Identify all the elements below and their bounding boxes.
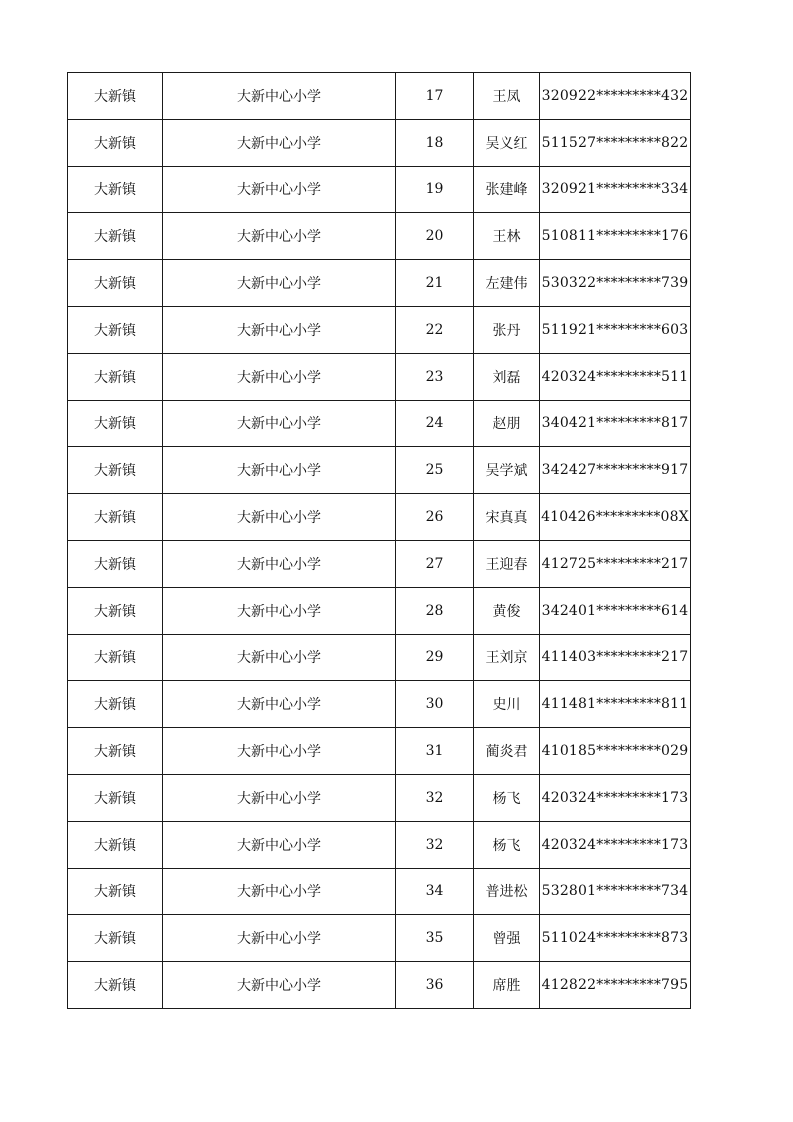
name-cell: 王凤 <box>474 73 540 120</box>
id-number-cell: 532801*********734 <box>540 868 691 915</box>
table-row <box>68 213 691 260</box>
name-cell: 普进松 <box>474 868 540 915</box>
id-number-cell: 340421*********817 <box>540 400 691 447</box>
number-cell: 28 <box>396 587 474 634</box>
id-number-cell: 510811*********176 <box>540 213 691 260</box>
number-cell: 17 <box>396 73 474 120</box>
town-cell: 大新镇 <box>68 868 163 915</box>
id-number-cell: 412822*********795 <box>540 962 691 1009</box>
name-cell: 黄俊 <box>474 587 540 634</box>
id-number-cell: 411403*********217 <box>540 634 691 681</box>
school-cell: 大新中心小学 <box>163 681 396 728</box>
town-cell: 大新镇 <box>68 915 163 962</box>
table-row <box>68 306 691 353</box>
town-cell: 大新镇 <box>68 306 163 353</box>
table-row <box>68 447 691 494</box>
school-cell: 大新中心小学 <box>163 213 396 260</box>
table-row <box>68 634 691 681</box>
number-cell: 27 <box>396 540 474 587</box>
number-cell: 34 <box>396 868 474 915</box>
table-row <box>68 400 691 447</box>
table-row <box>68 119 691 166</box>
name-cell: 左建伟 <box>474 260 540 307</box>
school-cell: 大新中心小学 <box>163 915 396 962</box>
table-row <box>68 728 691 775</box>
id-number-cell: 530322*********739 <box>540 260 691 307</box>
town-cell: 大新镇 <box>68 73 163 120</box>
id-number-cell: 511024*********873 <box>540 915 691 962</box>
table-row <box>68 540 691 587</box>
id-number-cell: 320922*********432 <box>540 73 691 120</box>
table-row <box>68 353 691 400</box>
number-cell: 25 <box>396 447 474 494</box>
school-cell: 大新中心小学 <box>163 587 396 634</box>
table-row <box>68 681 691 728</box>
number-cell: 23 <box>396 353 474 400</box>
name-cell: 吴义红 <box>474 119 540 166</box>
town-cell: 大新镇 <box>68 821 163 868</box>
table-row <box>68 774 691 821</box>
table-row <box>68 166 691 213</box>
town-cell: 大新镇 <box>68 587 163 634</box>
name-cell: 吴学斌 <box>474 447 540 494</box>
id-number-cell: 320921*********334 <box>540 166 691 213</box>
number-cell: 32 <box>396 821 474 868</box>
roster-table <box>67 72 691 1009</box>
number-cell: 32 <box>396 774 474 821</box>
id-number-cell: 410426*********08X <box>540 494 691 541</box>
school-cell: 大新中心小学 <box>163 868 396 915</box>
id-number-cell: 420324*********511 <box>540 353 691 400</box>
town-cell: 大新镇 <box>68 400 163 447</box>
town-cell: 大新镇 <box>68 260 163 307</box>
school-cell: 大新中心小学 <box>163 494 396 541</box>
id-number-cell: 411481*********811 <box>540 681 691 728</box>
number-cell: 21 <box>396 260 474 307</box>
number-cell: 24 <box>396 400 474 447</box>
name-cell: 王刘京 <box>474 634 540 681</box>
town-cell: 大新镇 <box>68 119 163 166</box>
school-cell: 大新中心小学 <box>163 73 396 120</box>
number-cell: 18 <box>396 119 474 166</box>
school-cell: 大新中心小学 <box>163 353 396 400</box>
id-number-cell: 511527*********822 <box>540 119 691 166</box>
town-cell: 大新镇 <box>68 494 163 541</box>
name-cell: 蔺炎君 <box>474 728 540 775</box>
town-cell: 大新镇 <box>68 166 163 213</box>
number-cell: 31 <box>396 728 474 775</box>
id-number-cell: 412725*********217 <box>540 540 691 587</box>
table-row <box>68 915 691 962</box>
school-cell: 大新中心小学 <box>163 540 396 587</box>
town-cell: 大新镇 <box>68 353 163 400</box>
number-cell: 20 <box>396 213 474 260</box>
name-cell: 王林 <box>474 213 540 260</box>
school-cell: 大新中心小学 <box>163 119 396 166</box>
town-cell: 大新镇 <box>68 774 163 821</box>
town-cell: 大新镇 <box>68 962 163 1009</box>
school-cell: 大新中心小学 <box>163 962 396 1009</box>
name-cell: 席胜 <box>474 962 540 1009</box>
name-cell: 赵朋 <box>474 400 540 447</box>
number-cell: 35 <box>396 915 474 962</box>
name-cell: 王迎春 <box>474 540 540 587</box>
table-row <box>68 494 691 541</box>
number-cell: 26 <box>396 494 474 541</box>
school-cell: 大新中心小学 <box>163 306 396 353</box>
school-cell: 大新中心小学 <box>163 447 396 494</box>
name-cell: 张建峰 <box>474 166 540 213</box>
school-cell: 大新中心小学 <box>163 260 396 307</box>
name-cell: 曾强 <box>474 915 540 962</box>
table-row <box>68 868 691 915</box>
school-cell: 大新中心小学 <box>163 400 396 447</box>
name-cell: 杨飞 <box>474 821 540 868</box>
town-cell: 大新镇 <box>68 634 163 681</box>
id-number-cell: 420324*********173 <box>540 821 691 868</box>
school-cell: 大新中心小学 <box>163 774 396 821</box>
school-cell: 大新中心小学 <box>163 634 396 681</box>
id-number-cell: 342427*********917 <box>540 447 691 494</box>
number-cell: 22 <box>396 306 474 353</box>
id-number-cell: 410185*********029 <box>540 728 691 775</box>
name-cell: 史川 <box>474 681 540 728</box>
id-number-cell: 511921*********603 <box>540 306 691 353</box>
name-cell: 宋真真 <box>474 494 540 541</box>
id-number-cell: 342401*********614 <box>540 587 691 634</box>
name-cell: 张丹 <box>474 306 540 353</box>
school-cell: 大新中心小学 <box>163 821 396 868</box>
name-cell: 刘磊 <box>474 353 540 400</box>
table-row <box>68 260 691 307</box>
school-cell: 大新中心小学 <box>163 166 396 213</box>
table-row <box>68 821 691 868</box>
table-row <box>68 73 691 120</box>
school-cell: 大新中心小学 <box>163 728 396 775</box>
roster-table-body <box>68 73 691 1009</box>
number-cell: 36 <box>396 962 474 1009</box>
table-row <box>68 962 691 1009</box>
name-cell: 杨飞 <box>474 774 540 821</box>
town-cell: 大新镇 <box>68 447 163 494</box>
number-cell: 30 <box>396 681 474 728</box>
town-cell: 大新镇 <box>68 681 163 728</box>
id-number-cell: 420324*********173 <box>540 774 691 821</box>
town-cell: 大新镇 <box>68 540 163 587</box>
number-cell: 29 <box>396 634 474 681</box>
number-cell: 19 <box>396 166 474 213</box>
table-row <box>68 587 691 634</box>
town-cell: 大新镇 <box>68 213 163 260</box>
town-cell: 大新镇 <box>68 728 163 775</box>
